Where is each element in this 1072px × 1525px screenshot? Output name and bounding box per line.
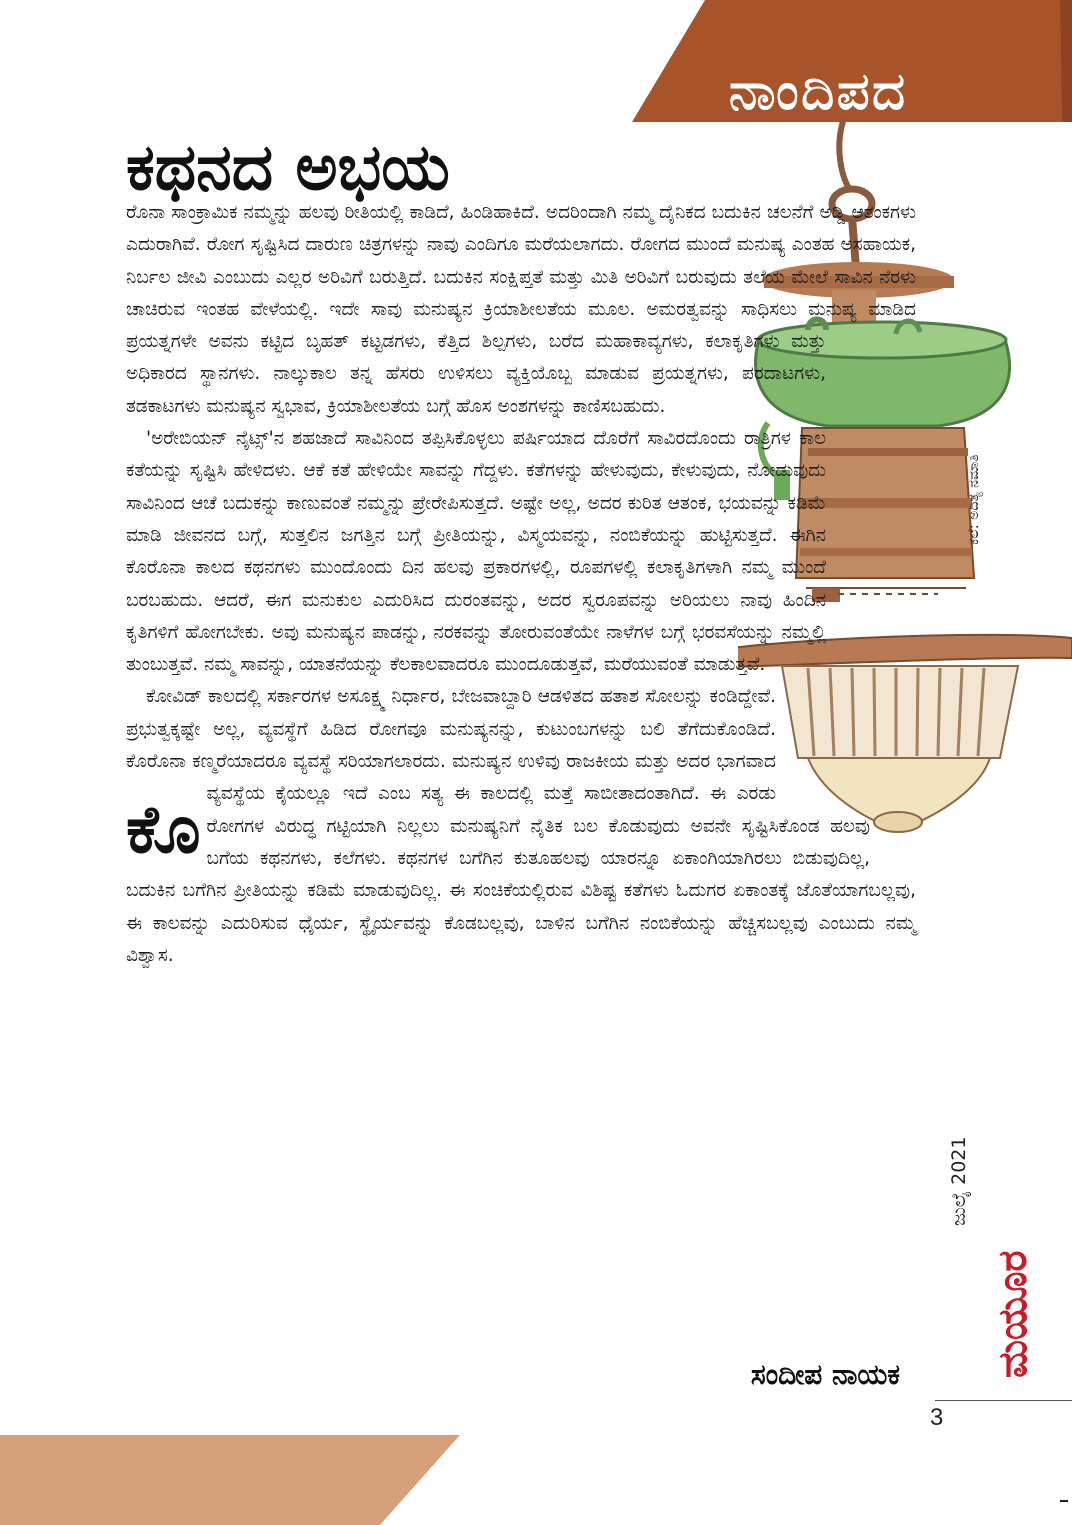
illustration-credit: ಕಲೆ: ಅದಿತ್ಯ ನಮಾತಿ: [966, 454, 982, 545]
author-signature: ಸಂದೀಪ ನಾಯಕ: [750, 1358, 900, 1391]
paragraph-3: ಕೋವಿಡ್ ಕಾಲದಲ್ಲಿ ಸರ್ಕಾರಗಳ ಅಸೂಕ್ಷ್ಮ ನಿರ್ಧಾರ, ಬೇಜವಾಬ್ದಾರಿ ಆಡಳಿತದ ಹತಾಶ ಸೋಲನ್ನು ಕಂಡಿದ್ದೇವೆ. ಪ್ರಭುತ್ವಕ್ಕಷ್ಟೇ ಅಲ್ಲ, ವ್ಯವಸ್ಥೆಗೆ ಹಿಡಿದ ರೋಗವೂ ಮನುಷ್ಯನನ್ನು, ಕುಟುಂಬಗಳನ್ನು ಬಲಿ ತೆಗೆದುಕೊಂಡಿದೆ. ಕೊರೊನಾ ಕಣ್ಮರೆಯಾದರೂ ವ್ಯವಸ್ಥೆ ಸರಿಯಾಗಲಾರದು. ಮನುಷ್ಯನ ಉಳಿವು ರಾಜಕೀಯ ಮತ್ತು ಅದರ ಭಾಗವಾದ ವ್ಯವಸ್ಥೆಯ ಕೈಯಲ್ಲೂ ಇದೆ ಎಂಬ ಸತ್ಯ ಈ ಕಾಲದಲ್ಲಿ ಮತ್ತೆ ಸಾಬೀತಾದಂತಾಗಿದೆ. ಈ ಎರಡು ರೋಗಗಳ ವಿರುದ್ಧ ಗಟ್ಟಿಯಾಗಿ ನಿಲ್ಲಲು ಮನುಷ್ಯನಿಗೆ ನೈತಿಕ ಬಲ ಕೊಡುವುದು ಅವನೇ ಸೃಷ್ಟಿಸಿಕೊಂಡ ಹಲವು ಬಗೆಯ ಕಥನಗಳು, ಕಲೆಗಳು. ಕಥನಗಳ ಬಗೆಗಿನ ಕುತೂಹಲವು ಯಾರನ್ನೂ ಏಕಾಂಗಿಯಾಗಿರಲು ಬಿಡುವುದಿಲ್ಲ, ಬದುಕಿನ ಬಗೆಗಿನ ಪ್ರೀತಿಯನ್ನು ಕಡಿಮೆ ಮಾಡುವುದಿಲ್ಲ. ಈ ಸಂಚಿಕೆಯಲ್ಲಿರುವ ವಿಶಿಷ್ಟ ಕತೆಗಳು ಓದುಗರ ಏಕಾಂತಕ್ಕೆ ಜೊತೆಯಾಗಬಲ್ಲವು, ಈ ಕಾಲವನ್ನು ಎದುರಿಸುವ ಧೈರ್ಯ, ಸ್ಥೈರ್ಯವನ್ನು ಕೊಡಬಲ್ಲವು, ಬಾಳಿನ ಬಗೆಗಿನ ನಂಬಿಕೆಯನ್ನು ಹೆಚ್ಚಿಸಬಲ್ಲವು ಎಂಬುದು ನಮ್ಮ ವಿಶ್ವಾಸ.: [126, 686, 916, 966]
article-body: [126, 197, 916, 972]
footer-bar: [0, 1435, 460, 1525]
issue-date: ಜುಲೈ 2021: [948, 1136, 970, 1226]
paragraph-2: 'ಅರೇಬಿಯನ್ ನೈಟ್ಸ್'ನ ಶಹಜಾದೆ ಸಾವಿನಿಂದ ತಪ್ಪಿಸಿಕೊಳ್ಳಲು ಪರ್ಷಿಯಾದ ದೊರೆಗೆ ಸಾವಿರದೊಂದು ರಾತ್ರಿಗಳ ಕಾಲ ಕತೆಯನ್ನು ಸೃಷ್ಟಿಸಿ ಹೇಳಿದಳು. ಆಕೆ ಕತೆ ಹೇಳಿಯೇ ಸಾವನ್ನು ಗೆದ್ದಳು. ಕತೆಗಳನ್ನು ಹೇಳುವುದು, ಕೇಳುವುದು, ನೋಡುವುದು ಸಾವಿನಿಂದ ಆಚೆ ಬದುಕನ್ನು ಕಾಣುವಂತೆ ನಮ್ಮನ್ನು ಪ್ರೇರೇಪಿಸುತ್ತದೆ. ಅಷ್ಟೇ ಅಲ್ಲ, ಅದರ ಕುರಿತ ಆತಂಕ, ಭಯವನ್ನು ಕಡಿಮೆ ಮಾಡಿ ಜೀವನದ ಬಗ್ಗೆ, ಸುತ್ತಲಿನ ಜಗತ್ತಿನ ಬಗ್ಗೆ ಪ್ರೀತಿಯನ್ನು, ವಿಸ್ಮಯವನ್ನು, ನಂಬಿಕೆಯನ್ನು ಹುಟ್ಟಿಸುತ್ತದೆ. ಈಗಿನ ಕೊರೊನಾ ಕಾಲದ ಕಥನಗಳು ಮುಂದೊಂದು ದಿನ ಹಲವು ಪ್ರಕಾರಗಳಲ್ಲಿ, ರೂಪಗಳಲ್ಲಿ ಕಲಾಕೃತಿಗಳಾಗಿ ನಮ್ಮ ಮುಂದೆ ಬರಬಹುದು. ಆದರೆ, ಈಗ ಮನುಕುಲ ಎದುರಿಸಿದ ದುರಂತವನ್ನು, ಅದರ ಸ್ವರೂಪವನ್ನು ಅರಿಯಲು ನಾವು ಹಿಂದಿನ ಕೃತಿಗಳಿಗೆ ಹೋಗಬೇಕು. ಅವು ಮನುಷ್ಯನ ಪಾಡನ್ನು, ನರಕವನ್ನು ತೋರುವಂತೆಯೇ ನಾಳೆಗಳ ಬಗ್ಗೆ ಭರವಸೆಯನ್ನು ನಮ್ಮಲ್ಲಿ ತುಂಬುತ್ತವೆ. ನಮ್ಮ ಸಾವನ್ನು, ಯಾತನೆಯನ್ನು ಕೆಲಕಾಲವಾದರೂ ಮುಂದೂಡುತ್ತವೆ, ಮರೆಯುವಂತೆ ಮಾಡುತ್ತವೆ.: [126, 428, 826, 676]
footer-rule: [935, 1400, 1072, 1401]
page-number: 3: [930, 1404, 944, 1431]
page-title: ಕಥನದ ಅಭಯ: [126, 131, 450, 205]
dropcap: ಕೊ: [126, 791, 201, 868]
section-label: ನಾಂದಿಪದ: [728, 62, 908, 122]
crop-mark-bottom-right: [1060, 1500, 1068, 1502]
paragraph-1: ಕೊ ರೊನಾ ಸಾಂಕ್ರಾಮಿಕ ನಮ್ಮನ್ನು ಹಲವು ರೀತಿಯಲ್ಲಿ ಕಾಡಿದೆ, ಹಿಂಡಿಹಾಕಿದೆ. ಅದರಿಂದಾಗಿ ನಮ್ಮ ದೈನಿಕದ ಬದುಕಿನ ಚಲನೆಗೆ ಅಡ್ಡಿ ಆತಂಕಗಳು ಎದುರಾಗಿವೆ. ರೋಗ ಸೃಷ್ಟಿಸಿದ ದಾರುಣ ಚಿತ್ರಗಳನ್ನು ನಾವು ಎಂದಿಗೂ ಮರೆಯಲಾಗದು. ರೋಗದ ಮುಂದೆ ಮನುಷ್ಯ ಎಂತಹ ಅಸಹಾಯಕ, ನಿರ್ಬಲ ಜೀವಿ ಎಂಬುದು ಎಲ್ಲರ ಅರಿವಿಗೆ ಬರುತ್ತಿದೆ. ಬದುಕಿನ ಸಂಕ್ಷಿಪ್ತತೆ ಮತ್ತು ಮಿತಿ ಅರಿವಿಗೆ ಬರುವುದು ತಲೆಯ ಮೇಲೆ ಸಾವಿನ ನೆರಳು ಚಾಚಿರುವ ಇಂತಹ ವೇಳೆಯಲ್ಲಿ. ಇದೇ ಸಾವು ಮನುಷ್ಯನ ಕ್ರಿಯಾಶೀಲತೆಯ ಮೂಲ. ಅಮರತ್ವವನ್ನು ಸಾಧಿಸಲು ಮನುಷ್ಯ ಮಾಡಿದ ಪ್ರಯತ್ನಗಳೇ ಅವನು ಕಟ್ಟಿದ ಬೃಹತ್ ಕಟ್ಟಡಗಳು, ಕೆತ್ತಿದ ಶಿಲ್ಪಗಳು, ಬರೆದ ಮಹಾಕಾವ್ಯಗಳು, ಕಲಾಕೃತಿಗಳು ಮತ್ತು ಅಧಿಕಾರದ ಸ್ಥಾನಗಳು. ನಾಲ್ಕುಕಾಲ ತನ್ನ ಹೆಸರು ಉಳಿಸಲು ವ್ಯಕ್ತಿಯೊಬ್ಬ ಮಾಡುವ ಪ್ರಯತ್ನಗಳು, ಪರದಾಟಗಳು, ತಡಕಾಟಗಳು ಮನುಷ್ಯನ ಸ್ವಭಾವ, ಕ್ರಿಯಾಶೀಲತೆಯ ಬಗ್ಗೆ ಹೊಸ ಅಂಶಗಳನ್ನು ಕಾಣಿಸಬಹುದು.: [126, 202, 916, 868]
magazine-logo: ಮಯೂರ: [990, 1250, 1036, 1378]
